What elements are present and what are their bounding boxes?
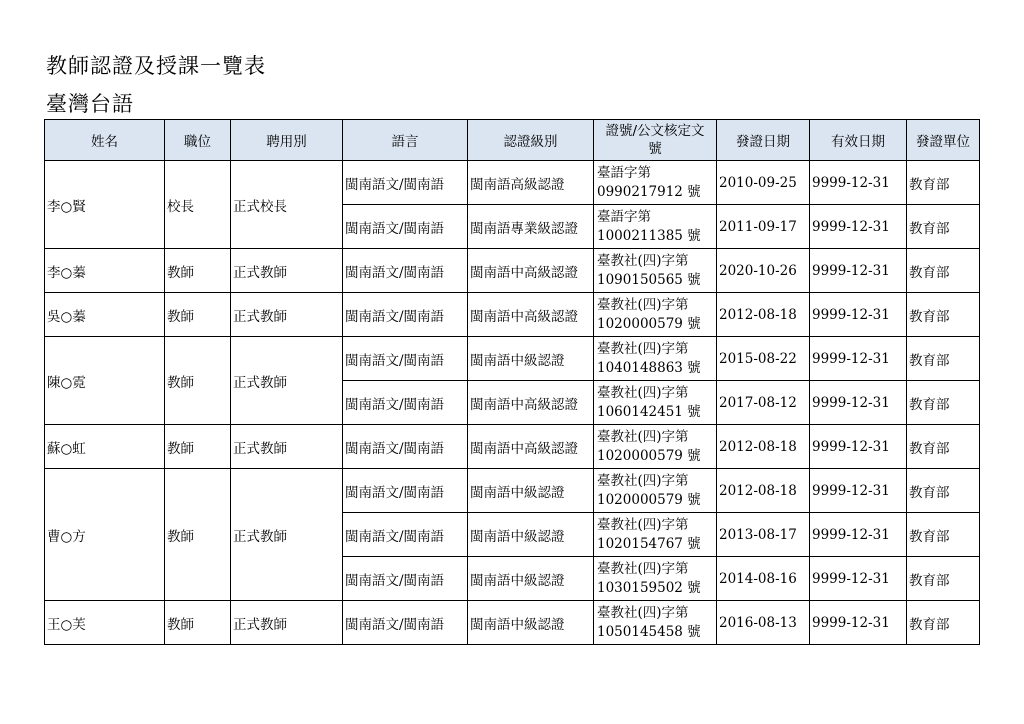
cert-level: 閩南語中級認證 — [468, 557, 594, 601]
doc-no-number: 1030159502 號 — [597, 579, 701, 596]
teacher-position: 教師 — [165, 249, 231, 293]
table-row — [45, 249, 980, 293]
cert-level: 閩南語高級認證 — [468, 161, 594, 205]
header-expiry-date: 有效日期 — [810, 120, 907, 161]
teacher-name: 蘇○虹 — [45, 425, 165, 469]
cert-issue-date: 2012-08-18 — [717, 425, 810, 469]
table-row — [45, 469, 980, 513]
table-row — [45, 425, 980, 469]
doc-no-prefix: 臺語字第 — [597, 208, 651, 225]
cert-language: 閩南語文/閩南語 — [343, 337, 468, 381]
teacher-position: 教師 — [165, 293, 231, 337]
cert-language: 閩南語文/閩南語 — [343, 161, 468, 205]
cert-doc-no — [594, 205, 717, 249]
teacher-position: 教師 — [165, 425, 231, 469]
cert-issuer: 教育部 — [907, 557, 980, 601]
table-row — [45, 161, 980, 205]
cert-doc-no — [594, 425, 717, 469]
doc-no-prefix: 臺語字第 — [597, 164, 651, 181]
table-row — [45, 337, 980, 381]
cert-language: 閩南語文/閩南語 — [343, 425, 468, 469]
cert-issue-date: 2012-08-18 — [717, 293, 810, 337]
cert-issue-date: 2012-08-18 — [717, 469, 810, 513]
doc-no-number: 1040148863 號 — [597, 359, 701, 376]
header-employment: 聘用別 — [231, 120, 343, 161]
doc-no-number: 1020000579 號 — [597, 315, 701, 332]
teacher-employment: 正式教師 — [231, 293, 343, 337]
doc-no-prefix: 臺教社(四)字第 — [597, 428, 689, 445]
doc-no-prefix: 臺教社(四)字第 — [597, 604, 689, 621]
cert-language: 閩南語文/閩南語 — [343, 293, 468, 337]
header-cert-level: 認證級別 — [468, 120, 594, 161]
cert-level: 閩南語專業級認證 — [468, 205, 594, 249]
doc-no-prefix: 臺教社(四)字第 — [597, 516, 689, 533]
cert-doc-no — [594, 161, 717, 205]
cert-issuer: 教育部 — [907, 249, 980, 293]
table-row — [45, 293, 980, 337]
teacher-employment: 正式教師 — [231, 337, 343, 425]
cert-issue-date: 2010-09-25 — [717, 161, 810, 205]
doc-no-number: 1020000579 號 — [597, 447, 701, 464]
header-row — [45, 120, 980, 161]
cert-expiry-date: 9999-12-31 — [810, 205, 907, 249]
cert-issuer: 教育部 — [907, 425, 980, 469]
cert-level: 閩南語中級認證 — [468, 337, 594, 381]
teacher-employment: 正式校長 — [231, 161, 343, 249]
cert-doc-no — [594, 557, 717, 601]
doc-no-number: 0990217912 號 — [597, 183, 701, 200]
cert-expiry-date: 9999-12-31 — [810, 161, 907, 205]
cert-doc-no — [594, 601, 717, 645]
doc-no-number: 1050145458 號 — [597, 623, 701, 640]
teacher-position: 校長 — [165, 161, 231, 249]
cert-level: 閩南語中級認證 — [468, 469, 594, 513]
teacher-position: 教師 — [165, 337, 231, 425]
table-body — [45, 161, 980, 645]
doc-no-number: 1060142451 號 — [597, 403, 701, 420]
cert-issue-date: 2016-08-13 — [717, 601, 810, 645]
teacher-name: 吳○蓁 — [45, 293, 165, 337]
header-doc-no: 證號/公文核定文號 — [594, 120, 717, 161]
cert-language: 閩南語文/閩南語 — [343, 601, 468, 645]
cert-issue-date: 2011-09-17 — [717, 205, 810, 249]
cert-issuer: 教育部 — [907, 161, 980, 205]
cert-expiry-date: 9999-12-31 — [810, 425, 907, 469]
teacher-position: 教師 — [165, 469, 231, 601]
doc-no-prefix: 臺教社(四)字第 — [597, 340, 689, 357]
cert-doc-no — [594, 337, 717, 381]
cert-expiry-date: 9999-12-31 — [810, 469, 907, 513]
cert-expiry-date: 9999-12-31 — [810, 557, 907, 601]
header-name: 姓名 — [45, 120, 165, 161]
cert-level: 閩南語中高級認證 — [468, 293, 594, 337]
cert-language: 閩南語文/閩南語 — [343, 513, 468, 557]
cert-doc-no — [594, 469, 717, 513]
doc-no-prefix: 臺教社(四)字第 — [597, 384, 689, 401]
header-language: 語言 — [343, 120, 468, 161]
cert-level: 閩南語中高級認證 — [468, 381, 594, 425]
teacher-employment: 正式教師 — [231, 469, 343, 601]
teacher-name: 李○蓁 — [45, 249, 165, 293]
cert-issue-date: 2014-08-16 — [717, 557, 810, 601]
cert-expiry-date: 9999-12-31 — [810, 381, 907, 425]
cert-language: 閩南語文/閩南語 — [343, 249, 468, 293]
cert-issuer: 教育部 — [907, 469, 980, 513]
header-position: 職位 — [165, 120, 231, 161]
teacher-employment: 正式教師 — [231, 425, 343, 469]
teacher-position: 教師 — [165, 601, 231, 645]
cert-level: 閩南語中高級認證 — [468, 425, 594, 469]
cert-issue-date: 2020-10-26 — [717, 249, 810, 293]
teacher-name: 李○賢 — [45, 161, 165, 249]
cert-issuer: 教育部 — [907, 205, 980, 249]
cert-doc-no — [594, 293, 717, 337]
doc-no-number: 1020154767 號 — [597, 535, 701, 552]
cert-expiry-date: 9999-12-31 — [810, 249, 907, 293]
header-issue-date: 發證日期 — [717, 120, 810, 161]
cert-doc-no — [594, 513, 717, 557]
page-subtitle: 臺灣台語 — [46, 92, 134, 116]
doc-no-prefix: 臺教社(四)字第 — [597, 296, 689, 313]
page-title: 教師認證及授課一覽表 — [46, 54, 266, 78]
cert-issue-date: 2013-08-17 — [717, 513, 810, 557]
cert-level: 閩南語中級認證 — [468, 513, 594, 557]
teacher-name: 陳○霓 — [45, 337, 165, 425]
doc-no-prefix: 臺教社(四)字第 — [597, 472, 689, 489]
cert-issuer: 教育部 — [907, 337, 980, 381]
cert-level: 閩南語中高級認證 — [468, 249, 594, 293]
teacher-employment: 正式教師 — [231, 601, 343, 645]
doc-no-number: 1090150565 號 — [597, 271, 701, 288]
teacher-name: 曹○方 — [45, 469, 165, 601]
cert-level: 閩南語中級認證 — [468, 601, 594, 645]
doc-no-number: 1000211385 號 — [597, 227, 701, 244]
doc-no-number: 1020000579 號 — [597, 491, 701, 508]
cert-doc-no — [594, 249, 717, 293]
cert-language: 閩南語文/閩南語 — [343, 469, 468, 513]
cert-expiry-date: 9999-12-31 — [810, 601, 907, 645]
teacher-employment: 正式教師 — [231, 249, 343, 293]
cert-issuer: 教育部 — [907, 601, 980, 645]
cert-issue-date: 2017-08-12 — [717, 381, 810, 425]
cert-issuer: 教育部 — [907, 513, 980, 557]
cert-language: 閩南語文/閩南語 — [343, 557, 468, 601]
cert-issuer: 教育部 — [907, 293, 980, 337]
teacher-name: 王○芙 — [45, 601, 165, 645]
doc-no-prefix: 臺教社(四)字第 — [597, 560, 689, 577]
cert-language: 閩南語文/閩南語 — [343, 381, 468, 425]
header-issuer: 發證單位 — [907, 120, 980, 161]
table-row — [45, 601, 980, 645]
cert-doc-no — [594, 381, 717, 425]
cert-expiry-date: 9999-12-31 — [810, 513, 907, 557]
cert-issuer: 教育部 — [907, 381, 980, 425]
cert-expiry-date: 9999-12-31 — [810, 337, 907, 381]
certification-table — [44, 119, 980, 645]
cert-issue-date: 2015-08-22 — [717, 337, 810, 381]
cert-language: 閩南語文/閩南語 — [343, 205, 468, 249]
cert-expiry-date: 9999-12-31 — [810, 293, 907, 337]
doc-no-prefix: 臺教社(四)字第 — [597, 252, 689, 269]
